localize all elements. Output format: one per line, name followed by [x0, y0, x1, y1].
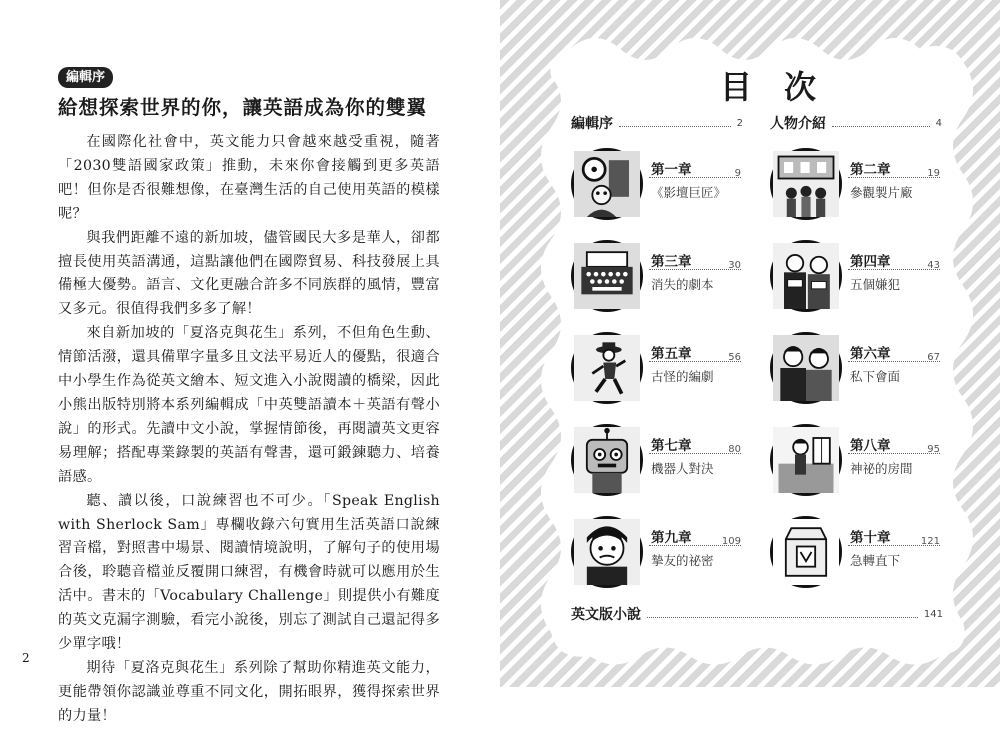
chapter-page: 56 — [728, 352, 741, 363]
robot-icon — [571, 424, 643, 496]
toc-leader-dots — [848, 269, 940, 270]
chapter-title: 私下會面 — [850, 369, 901, 384]
mystery-room-icon — [770, 424, 842, 496]
toc-leader-dots — [649, 269, 741, 270]
chapter-number: 第五章 — [651, 346, 692, 362]
toc-leader-dots — [832, 126, 930, 127]
chapter-number: 第一章 — [651, 162, 692, 178]
toc-chapter-10[interactable] — [770, 516, 942, 590]
movie-projector-icon — [571, 148, 643, 220]
box-character-icon — [770, 516, 842, 588]
chapter-number: 第九章 — [651, 530, 692, 546]
preface-page — [0, 0, 500, 724]
chapter-number: 第三章 — [651, 254, 692, 270]
preface-body — [58, 131, 440, 729]
toc-leader-dots — [649, 453, 741, 454]
chapter-title: 摯友的祕密 — [651, 553, 714, 568]
preface-paragraph: 與我們距離不遠的新加坡，儘管國民大多是華人，卻都擅長使用英語溝通，這點讓他們在國際貿易、科技發展上具備極大優勢。語言、文化更融合許多不同族群的風情，豐富又多元。很值得我們多多了解！ — [58, 229, 440, 318]
toc-entry-label: 編輯序 — [571, 116, 613, 132]
chapter-number: 第七章 — [651, 438, 692, 454]
toc-entry-page: 4 — [935, 117, 942, 129]
toc-chapter-4[interactable] — [770, 240, 942, 314]
studio-tour-icon — [770, 148, 842, 220]
chapter-title: 參觀製片廠 — [850, 185, 913, 200]
toc-entry-label: 英文版小說 — [571, 607, 641, 623]
chapter-page: 121 — [920, 536, 940, 547]
chapter-page: 67 — [927, 352, 940, 363]
toc-chapter-7[interactable] — [571, 424, 743, 498]
toc-entry-english-novel[interactable] — [571, 604, 943, 624]
toc-chapter-6[interactable] — [770, 332, 942, 406]
chapter-page: 43 — [927, 260, 940, 271]
running-man-icon — [571, 332, 643, 404]
chapter-title: 消失的劇本 — [651, 277, 714, 292]
page-number: 2 — [22, 651, 30, 665]
toc-entry-page: 2 — [736, 117, 743, 129]
chapter-number: 第六章 — [850, 346, 891, 362]
toc-leader-dots — [647, 617, 918, 618]
toc-entry-label: 人物介紹 — [770, 116, 826, 132]
preface-paragraph: 來自新加坡的「夏洛克與花生」系列，不但角色生動、情節活潑，還具備單字量多且文法平易近人的優點，很適合中小學生作為從英文繪本、短文進入小說閱讀的橋梁，因此小熊出版特別將本系列編輯成「中英雙語讀本＋英語有聲小說」的形式。先讀中文小說，掌握情節後，再閱讀英文更容易理解；搭配專業錄製的英語有聲書，還可鍛鍊聽力、培養語感。 — [58, 325, 440, 485]
preface-paragraph: 在國際化社會中，英文能力只會越來越受重視，隨著「2030雙語國家政策」推動，未來你會接觸到更多英語吧！但你是否很難想像，在臺灣生活的自己使用英語的模樣呢？ — [58, 134, 440, 222]
chapter-page: 109 — [721, 536, 741, 547]
chapter-title: 機器人對決 — [651, 461, 714, 476]
chapter-title: 神祕的房間 — [850, 461, 913, 476]
preface-title: 給想探索世界的你，讓英語成為你的雙翼 — [58, 96, 428, 119]
chapter-title: 《影壇巨匠》 — [651, 185, 727, 200]
toc-chapter-2[interactable] — [770, 148, 942, 222]
toc-title: 目次 — [720, 68, 849, 106]
toc-entry-page: 141 — [923, 608, 943, 620]
typewriter-icon — [571, 240, 643, 312]
toc-chapter-8[interactable] — [770, 424, 942, 498]
chapter-number: 第八章 — [850, 438, 891, 454]
two-people-icon — [770, 332, 842, 404]
toc-entry-characters[interactable] — [770, 113, 942, 133]
worried-boy-icon — [571, 516, 643, 588]
toc-leader-dots — [848, 453, 940, 454]
chapter-number: 第四章 — [850, 254, 891, 270]
toc-chapter-1[interactable] — [571, 148, 743, 222]
toc-leader-dots — [649, 361, 741, 362]
chapter-page: 80 — [728, 444, 741, 455]
chapter-page: 9 — [734, 168, 741, 179]
chapter-page: 30 — [728, 260, 741, 271]
toc-leader-dots — [848, 361, 940, 362]
section-badge: 編輯序 — [58, 67, 113, 88]
toc-entry-preface[interactable] — [571, 113, 743, 133]
chapter-number: 第二章 — [850, 162, 891, 178]
chapter-title: 五個嫌犯 — [850, 277, 901, 292]
chapter-page: 95 — [927, 444, 940, 455]
toc-chapter-5[interactable] — [571, 332, 743, 406]
preface-paragraph: 聽、讀以後，口說練習也不可少。「Speak English with Sherlock Sam」專欄收錄六句實用生活英語口說練習音檔，對照書中場景、閱讀情境說明，了解句子的使用場合後，聆聽音檔並反覆開口練習，有機會時就可以應用於生活中。書末的「Vocabulary Challenge」則提供小有難度的英文克漏字測驗，看完小說後，別忘了測試自己還記得多少單字哦！ — [58, 492, 440, 653]
toc-chapter-9[interactable] — [571, 516, 743, 590]
chapter-title: 急轉直下 — [850, 553, 901, 568]
preface-paragraph: 期待「夏洛克與花生」系列除了幫助你精進英文能力，更能帶領你認識並尊重不同文化，開拓眼界，獲得探索世界的力量！ — [58, 659, 440, 724]
chapter-title: 古怪的編劇 — [651, 369, 714, 384]
toc-leader-dots — [848, 177, 940, 178]
toc-leader-dots — [619, 126, 731, 127]
chapter-number: 第十章 — [850, 530, 891, 546]
chapter-page: 19 — [927, 168, 940, 179]
toc-leader-dots — [649, 177, 741, 178]
suspects-icon — [770, 240, 842, 312]
toc-chapter-3[interactable] — [571, 240, 743, 314]
